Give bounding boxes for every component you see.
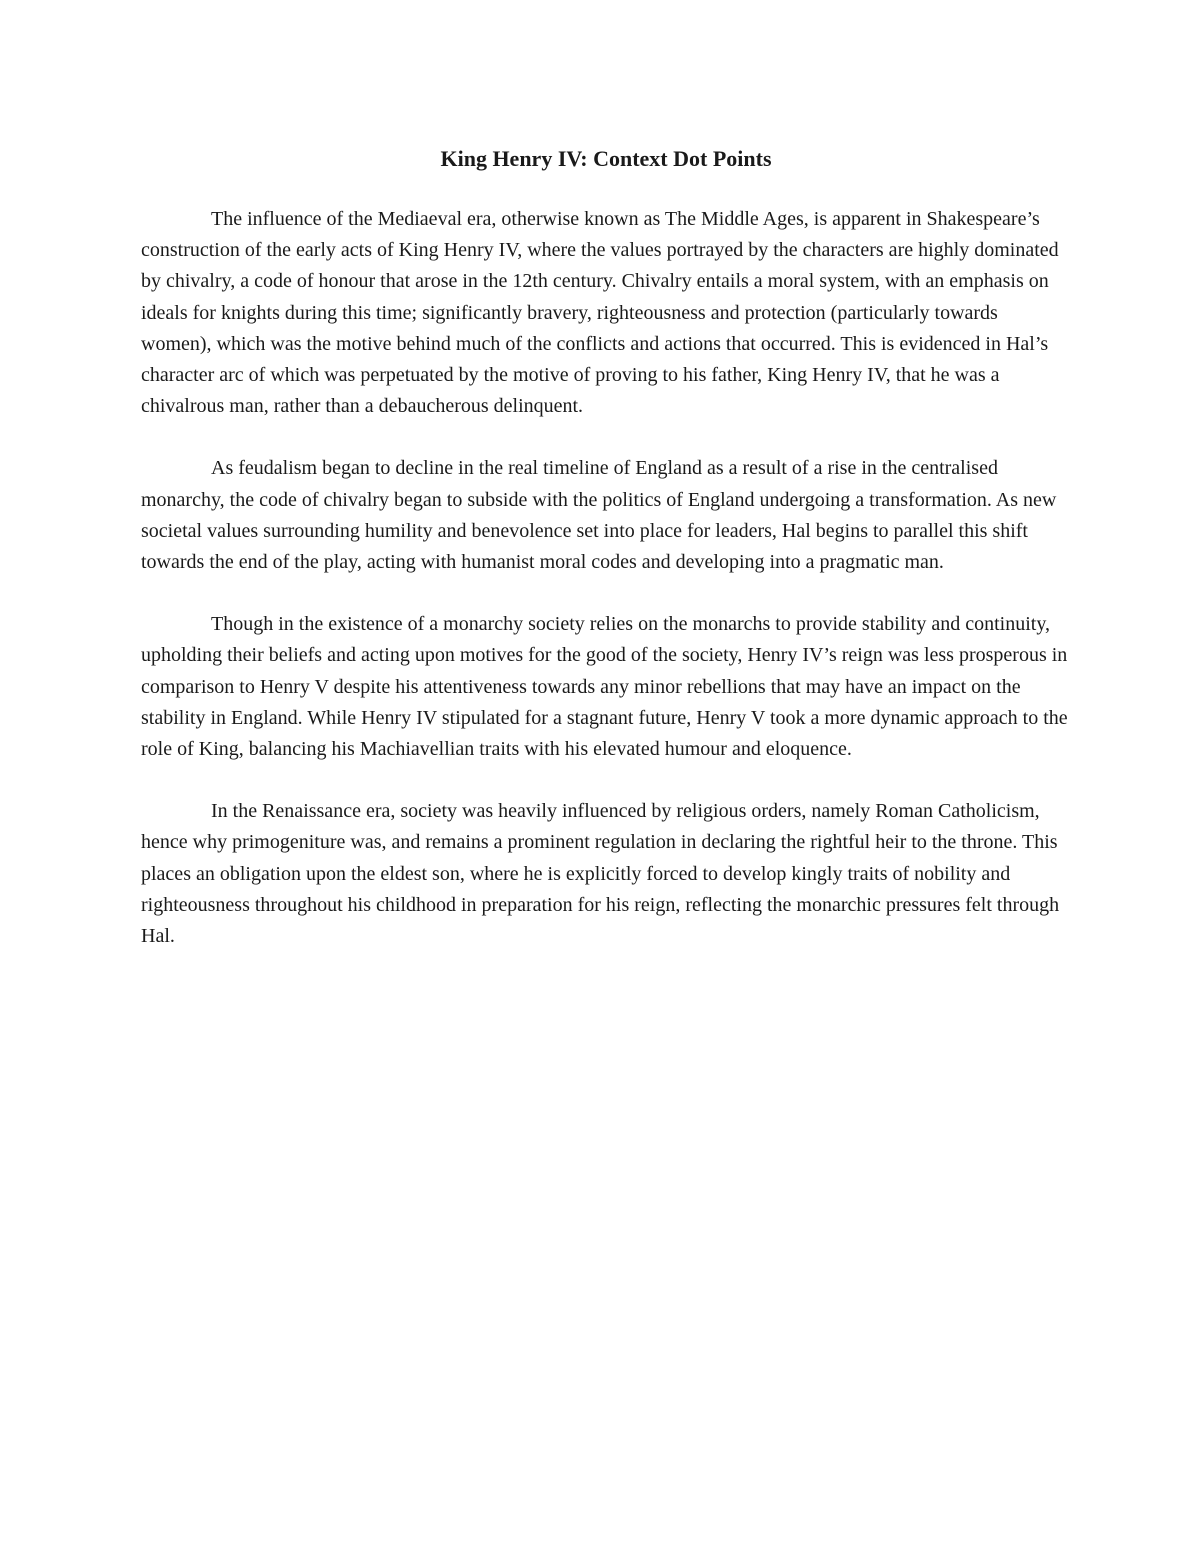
document-title: King Henry IV: Context Dot Points xyxy=(440,146,772,171)
paragraph-renaissance-era: In the Renaissance era, society was heavily influenced by religious orders, namely Roman Catholicism, hence why primogeniture was, and remains a prominent regulation in declaring the rightful heir to the throne. This places an obligation upon the eldest son, where he is explicitly forced to develop kingly traits of nobility and righteousness throughout his childhood in preparation for his reign, reflecting the monarchic pressures felt through Hal. xyxy=(141,800,1060,948)
paragraph-monarchy-society: Though in the existence of a monarchy society relies on the monarchs to provide stability and continuity, upholding their beliefs and acting upon motives for the good of the society, Henry IV’s reign was less prosperous in comparison to Henry V despite his attentiveness towards any minor rebellions that may have an impact on the stability in England. While Henry IV stipulated for a stagnant future, Henry V took a more dynamic approach to the role of King, balancing his Machiavellian traits with his elevated humour and eloquence. xyxy=(141,613,1068,761)
paragraph-mediaeval-era: The influence of the Mediaeval era, otherwise known as The Middle Ages, is apparent in Shakespeare’s construction of the early acts of King Henry IV, where the values portrayed by the characters are highly dominated by chivalry, a code of honour that arose in the 12th century. Chivalry entails a moral system, with an emphasis on ideals for knights during this time; significantly bravery, righteousness and protection (particularly towards women), which was the motive behind much of the conflicts and actions that occurred. This is evidenced in Hal’s character arc of which was perpetuated by the motive of proving to his father, King Henry IV, that he was a chivalrous man, rather than a debaucherous delinquent. xyxy=(141,208,1059,418)
document-body xyxy=(141,140,1071,952)
paragraph-feudalism-decline: As feudalism began to decline in the real timeline of England as a result of a rise in the centralised monarchy, the code of chivalry began to subside with the politics of England undergoing a transformation. As new societal values surrounding humility and benevolence set into place for leaders, Hal begins to parallel this shift towards the end of the play, acting with humanist moral codes and developing into a pragmatic man. xyxy=(141,457,1057,574)
